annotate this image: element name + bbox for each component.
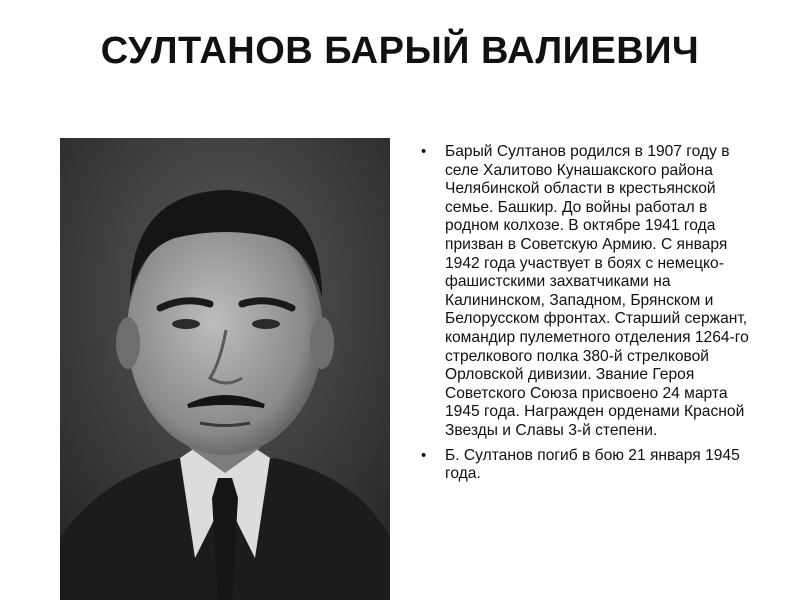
bullet-text: Б. Султанов погиб в бою 21 января 1945 года. (445, 446, 740, 483)
slide-title: СУЛТАНОВ БАРЫЙ ВАЛИЕВИЧ (100, 30, 700, 72)
bullet-text: Барый Султанов родился в 1907 году в селе Халитово Кунашакского района Челябинской области в крестьянской семье. Башкир. До войны работал в родном колхозе. В октябре 1941 года призван в Советскую Армию. С января 1942 года участвует в боях с немецко-фашистскими захватчиками на Калининском, Западном, Брянском и Белорусском фронтах. Старший сержант, командир пулеметного отделения 1264-го стрелкового полка 380-й стрелковой Орловской дивизии. Звание Героя Советского Союза присвоено 24 марта 1945 года. Награжден орденами Красной Звезды и Славы 3-й степени. (445, 143, 749, 439)
bullet-icon: • (421, 143, 427, 160)
list-item (418, 143, 758, 441)
bullet-icon: • (421, 446, 427, 464)
portrait-photo (60, 138, 390, 600)
biography-list (418, 143, 758, 490)
list-item (418, 447, 758, 484)
